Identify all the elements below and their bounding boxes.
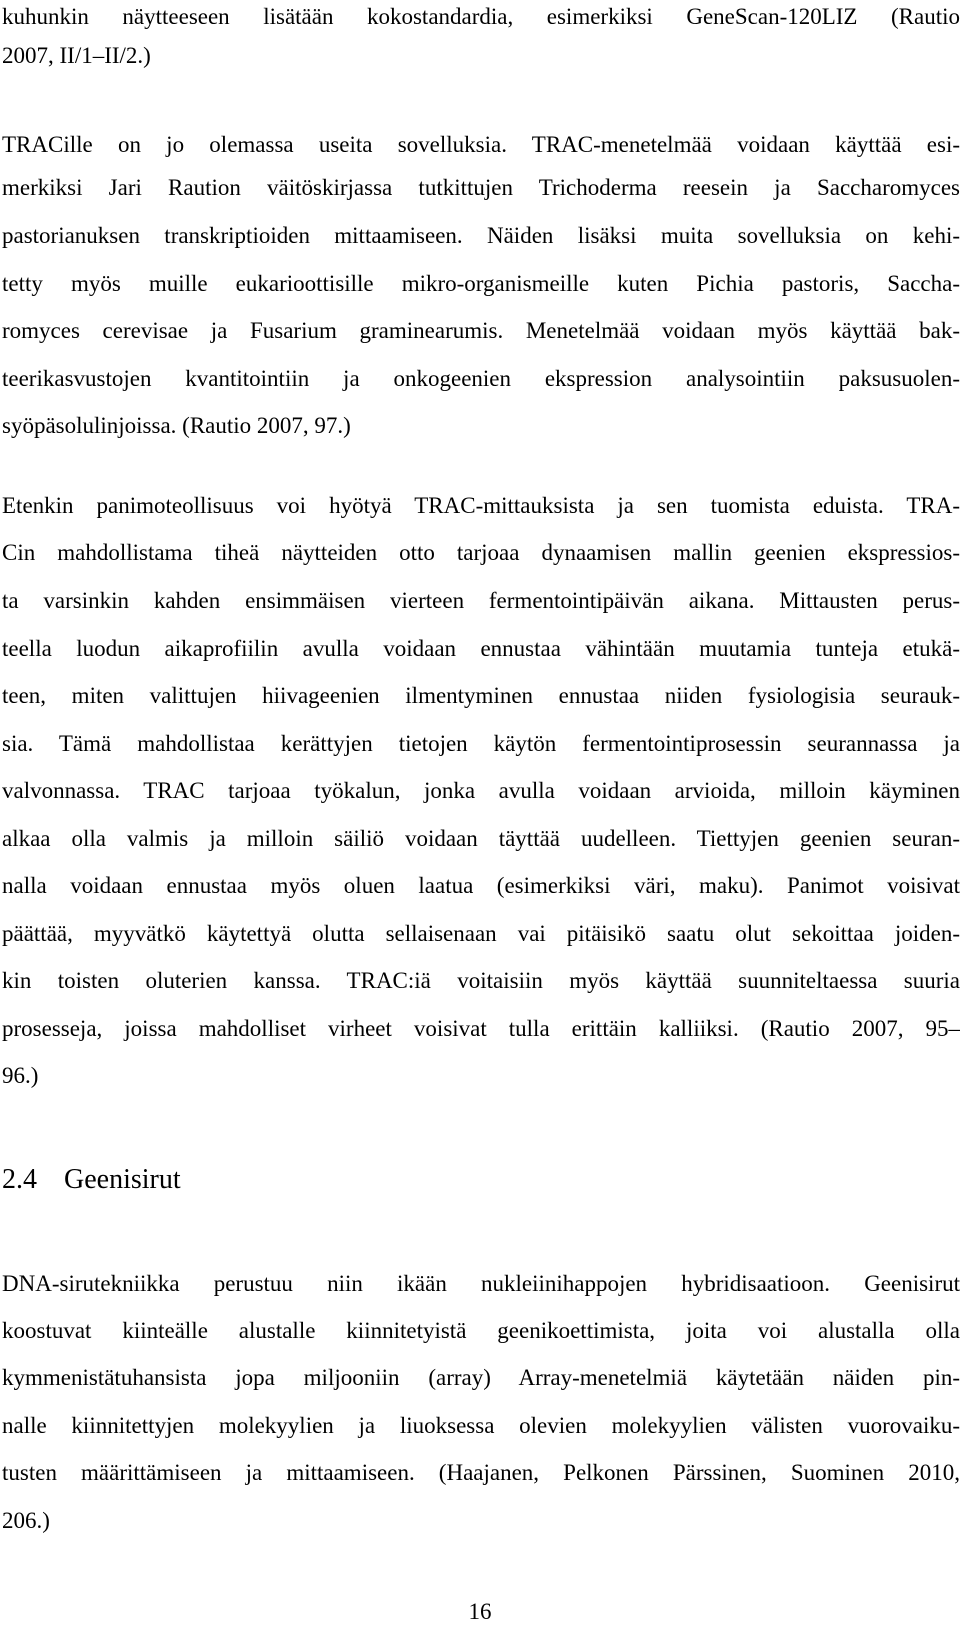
text-line: TRACille on jo olemassa useita sovelluksia. TRAC-menetelmää voidaan käyttää esi- xyxy=(2,132,960,157)
text-line: koostuvat kiinteälle alustalle kiinnitetyistä geenikoettimista, joita voi alustalla olla xyxy=(2,1318,960,1343)
text-line: 206.) xyxy=(2,1508,50,1533)
text-line: 96.) xyxy=(2,1063,39,1088)
text-line: kymmenistätuhansista jopa miljooniin (array) Array-menetelmiä käytetään näiden pin- xyxy=(2,1365,960,1390)
text-line: Etenkin panimoteollisuus voi hyötyä TRAC-mittauksista ja sen tuomista eduista. TRA- xyxy=(2,493,960,518)
text-line: alkaa olla valmis ja milloin säiliö voidaan täyttää uudelleen. Tiettyjen geenien seuran- xyxy=(2,826,960,851)
text-line: teerikasvustojen kvantitointiin ja onkogeenien ekspression analysointiin paksusuolen- xyxy=(2,366,960,391)
text-line: DNA-sirutekniikka perustuu niin ikään nukleiinihappojen hybridisaatioon. Geenisirut xyxy=(2,1271,960,1296)
text-line: ta varsinkin kahden ensimmäisen vierteen fermentointipäivän aikana. Mittausten perus- xyxy=(2,588,960,613)
text-line: teen, miten valittujen hiivageenien ilmentyminen ennustaa niiden fysiologisia seurauk- xyxy=(2,683,960,708)
text-line: merkiksi Jari Raution väitöskirjassa tutkittujen Trichoderma reesein ja Saccharomyces xyxy=(2,175,960,200)
text-line: prosesseja, joissa mahdolliset virheet voisivat tulla erittäin kalliiksi. (Rautio 2007, 95– xyxy=(2,1016,960,1041)
text-line: nalle kiinnitettyjen molekyylien ja liuoksessa olevien molekyylien välisten vuorovaiku- xyxy=(2,1413,960,1438)
text-line: syöpäsolulinjoissa. (Rautio 2007, 97.) xyxy=(2,413,351,438)
text-line: sia. Tämä mahdollistaa kerättyjen tietojen käytön fermentointiprosessin seurannassa ja xyxy=(2,731,960,756)
text-line: 2007, II/1–II/2.) xyxy=(2,43,151,68)
text-line: Cin mahdollistama tiheä näytteiden otto tarjoaa dynaamisen mallin geenien ekspressios- xyxy=(2,540,960,565)
text-line: romyces cerevisae ja Fusarium graminearumis. Menetelmää voidaan myös käyttää bak- xyxy=(2,318,960,343)
text-line: kuhunkin näytteeseen lisätään kokostandardia, esimerkiksi GeneScan-120LIZ (Rautio xyxy=(2,4,960,29)
text-line: tetty myös muille eukarioottisille mikro-organismeille kuten Pichia pastoris, Saccha- xyxy=(2,271,960,296)
text-line: nalla voidaan ennustaa myös oluen laatua (esimerkiksi väri, maku). Panimot voisivat xyxy=(2,873,960,898)
text-line: kin toisten oluterien kanssa. TRAC:iä voitaisiin myös käyttää suunniteltaessa suuria xyxy=(2,968,960,993)
text-line: päättää, myyvätkö käytettyä olutta sellaisenaan vai pitäisikö saatu olut sekoittaa joiden- xyxy=(2,921,960,946)
section-number: 2.4 xyxy=(2,1164,37,1195)
text-line: tusten määrittämiseen ja mittaamiseen. (Haajanen, Pelkonen Pärssinen, Suominen 2010, xyxy=(2,1460,960,1485)
text-line: pastorianuksen transkriptioiden mittaamiseen. Näiden lisäksi muita sovelluksia on kehi- xyxy=(2,223,960,248)
section-title: Geenisirut xyxy=(64,1164,181,1195)
page-number: 16 xyxy=(468,1599,492,1624)
text-line: valvonnassa. TRAC tarjoaa työkalun, jonka avulla voidaan arvioida, milloin käyminen xyxy=(2,778,960,803)
text-line: teella luodun aikaprofiilin avulla voidaan ennustaa vähintään muutamia tunteja etukä- xyxy=(2,636,960,661)
section-heading xyxy=(2,1163,181,1197)
